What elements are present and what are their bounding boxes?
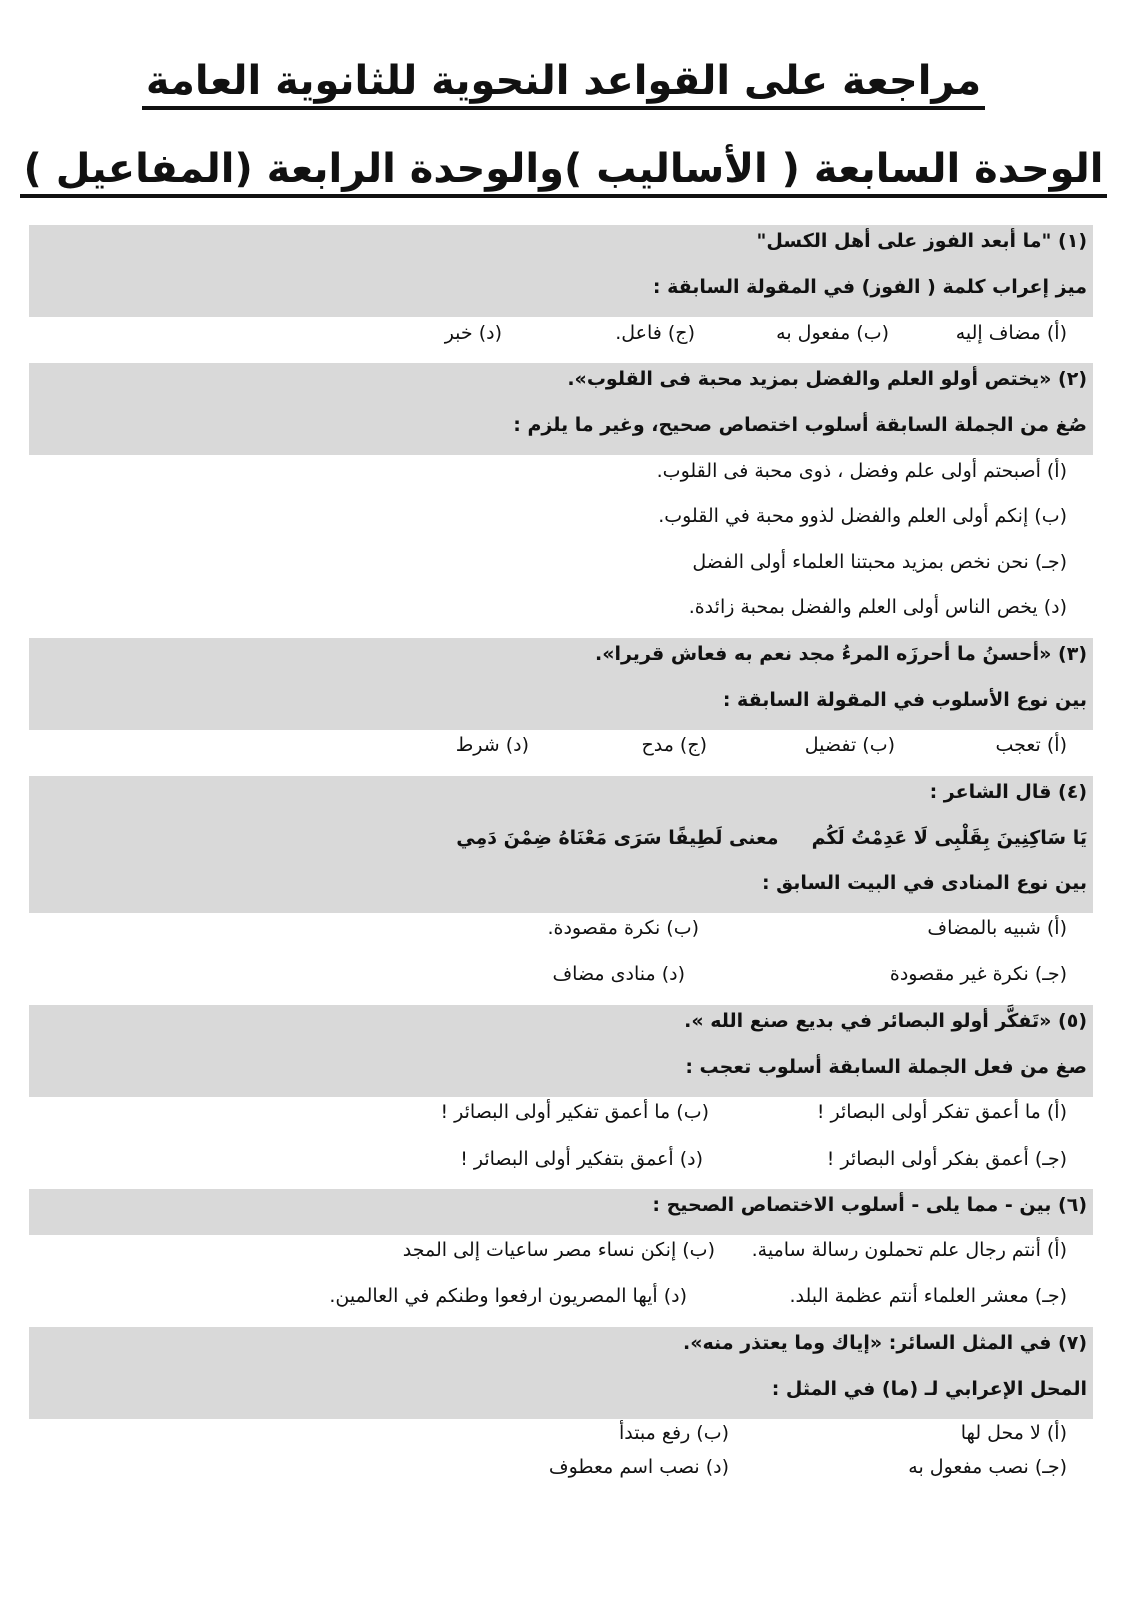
question-5-prompt: صغ من فعل الجملة السابقة أسلوب تعجب :	[685, 1056, 1087, 1078]
question-2-option-b[interactable]: (ب) إنكم أولى العلم والفضل لذوو محبة في القلوب.	[658, 505, 1067, 527]
question-7-option-d[interactable]: (د) نصب اسم معطوف	[548, 1456, 729, 1478]
page-subtitle	[0, 146, 1127, 192]
question-6-option-a[interactable]: (أ) أنتم رجال علم تحملون رسالة سامية.	[751, 1239, 1067, 1261]
question-1-prompt: ميز إعراب كلمة ( الفوز) في المقولة السابقة :	[652, 276, 1087, 298]
question-5-option-a[interactable]: (أ) ما أعمق تفكر أولى البصائر !	[816, 1101, 1067, 1123]
question-1-option-a[interactable]: (أ) مضاف إليه	[955, 322, 1067, 344]
question-5-option-c[interactable]: (جـ) أعمق بفكر أولى البصائر !	[826, 1148, 1067, 1170]
question-5-stem: (٥) «تَفكَّر أولو البصائر في بديع صنع الله ».	[684, 1010, 1087, 1032]
question-5-option-b[interactable]: (ب) ما أعمق تفكير أولى البصائر !	[440, 1101, 709, 1123]
question-4-stem: (٤) قال الشاعر :	[929, 781, 1087, 803]
question-1-option-c[interactable]: (ج) فاعل.	[615, 322, 695, 344]
question-7-prompt: المحل الإعرابي لـ (ما) في المثل :	[771, 1378, 1087, 1400]
question-7-option-a[interactable]: (أ) لا محل لها	[960, 1422, 1067, 1444]
question-1-option-d[interactable]: (د) خبر	[444, 322, 502, 344]
question-2-prompt: صُغ من الجملة السابقة أسلوب اختصاص صحيح، وغير ما يلزم :	[513, 414, 1087, 436]
question-2-stem: (٢) «يختص أولو العلم والفضل بمزيد محبة فى القلوب».	[567, 368, 1087, 390]
question-6-option-b[interactable]: (ب) إنكن نساء مصر ساعيات إلى المجد	[402, 1239, 715, 1261]
question-6-option-d[interactable]: (د) أيها المصريون ارفعوا وطنكم في العالمين.	[329, 1285, 687, 1307]
title-line-1: مراجعة على القواعد النحوية للثانوية العامة	[142, 58, 985, 110]
question-7-option-b[interactable]: (ب) رفع مبتدأ	[618, 1422, 729, 1444]
question-4-option-b[interactable]: (ب) نكرة مقصودة.	[547, 917, 699, 939]
question-3-stem: (٣) «أحسنُ ما أحرزَه المرءُ مجد نعم به فعاش قريرا».	[594, 643, 1087, 665]
question-2-option-a[interactable]: (أ) أصبحتم أولى علم وفضل ، ذوى محبة فى القلوب.	[656, 460, 1067, 482]
question-4-option-d[interactable]: (د) منادى مضاف	[552, 963, 685, 985]
question-3-option-a[interactable]: (أ) تعجب	[995, 734, 1067, 756]
question-3-prompt: بين نوع الأسلوب في المقولة السابقة :	[722, 689, 1087, 711]
question-7-option-c[interactable]: (جـ) نصب مفعول به	[908, 1456, 1067, 1478]
question-7-stem: (٧) في المثل السائر: «إياك وما يعتذر منه».	[683, 1332, 1087, 1354]
question-4-option-a[interactable]: (أ) شبيه بالمضاف	[927, 917, 1067, 939]
question-2-option-c[interactable]: (جـ) نحن نخص بمزيد محبتنا العلماء أولى الفضل	[692, 551, 1067, 573]
question-3-option-d[interactable]: (د) شرط	[455, 734, 529, 756]
question-4-verse: يَا سَاكِنِينَ بِقَلْبِى لَا عَدِمْتُ لَكُم معنى لَطِيفًا سَرَى مَعْنَاهُ ضِمْنَ دَمِي	[456, 827, 1087, 849]
question-1-stem: (١) "ما أبعد الفوز على أهل الكسل"	[756, 230, 1087, 252]
question-3-option-c[interactable]: (ج) مدح	[641, 734, 707, 756]
question-6-option-c[interactable]: (جـ) معشر العلماء أنتم عظمة البلد.	[789, 1285, 1067, 1307]
question-1-option-b[interactable]: (ب) مفعول به	[776, 322, 889, 344]
question-4-prompt: بين نوع المنادى في البيت السابق :	[761, 872, 1087, 894]
title-line-2: الوحدة السابعة ( الأساليب )والوحدة الرابعة (المفاعيل )	[20, 146, 1108, 198]
question-2-option-d[interactable]: (د) يخص الناس أولى العلم والفضل بمحبة زائدة.	[688, 596, 1067, 618]
question-6-prompt: (٦) بين - مما يلى - أسلوب الاختصاص الصحيح :	[652, 1194, 1087, 1216]
question-5-option-d[interactable]: (د) أعمق بتفكير أولى البصائر !	[460, 1148, 703, 1170]
question-4-option-c[interactable]: (جـ) نكرة غير مقصودة	[889, 963, 1067, 985]
page-title	[0, 58, 1127, 104]
question-3-option-b[interactable]: (ب) تفضيل	[804, 734, 895, 756]
